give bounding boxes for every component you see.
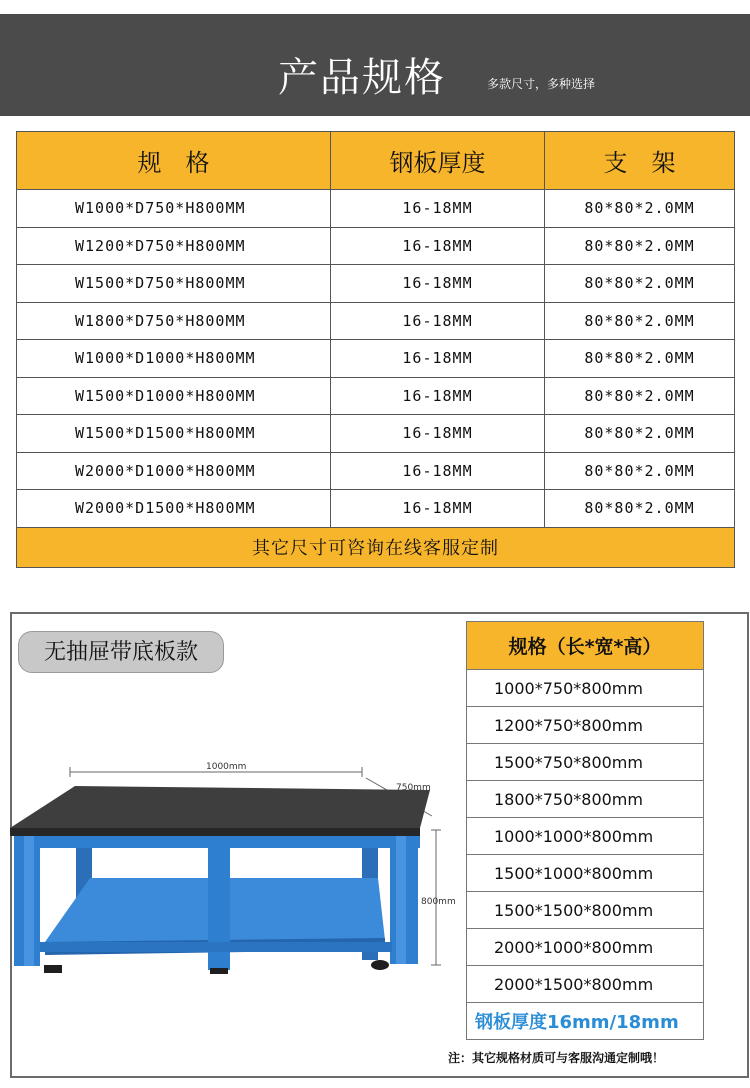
spec-header-frame: 支 架 <box>545 132 735 190</box>
spec-size-cell: W1500*D1000*H800MM <box>17 377 331 415</box>
spec-size-cell: W1500*D750*H800MM <box>17 265 331 303</box>
table-row <box>17 227 735 265</box>
foot <box>44 965 62 973</box>
list-item <box>467 892 704 929</box>
size-cell: 2000*1000*800mm <box>467 929 704 966</box>
list-item <box>467 929 704 966</box>
spec-size-cell: W1500*D1500*H800MM <box>17 415 331 453</box>
spec-thickness-cell: 16-18MM <box>331 340 545 378</box>
size-cell: 1500*1000*800mm <box>467 855 704 892</box>
tabletop-surface <box>10 786 430 828</box>
depth-label: 750mm <box>396 783 431 793</box>
custom-size-note: 其它尺寸可咨询在线客服定制 <box>17 527 735 567</box>
spec-thickness-cell: 16-18MM <box>331 190 545 228</box>
front-apron <box>14 836 420 848</box>
width-label: 1000mm <box>206 762 247 772</box>
table-row <box>17 415 735 453</box>
spec-thickness-cell: 16-18MM <box>331 302 545 340</box>
height-dimension <box>421 830 456 965</box>
tabletop-edge <box>10 828 420 836</box>
thickness-row <box>467 1003 704 1040</box>
spec-frame-cell: 80*80*2.0MM <box>545 452 735 490</box>
spec-size-cell: W1800*D750*H800MM <box>17 302 331 340</box>
spec-table <box>16 131 735 568</box>
table-row <box>17 302 735 340</box>
size-cell: 1000*750*800mm <box>467 670 704 707</box>
list-item <box>467 966 704 1003</box>
spec-size-cell: W2000*D1500*H800MM <box>17 490 331 528</box>
table-row <box>17 452 735 490</box>
spec-thickness-cell: 16-18MM <box>331 265 545 303</box>
spec-frame-cell: 80*80*2.0MM <box>545 415 735 453</box>
thickness-cell: 钢板厚度16mm/18mm <box>467 1003 704 1040</box>
table-row <box>17 490 735 528</box>
spec-frame-cell: 80*80*2.0MM <box>545 490 735 528</box>
spec-frame-cell: 80*80*2.0MM <box>545 340 735 378</box>
list-item <box>467 781 704 818</box>
size-cell: 1000*1000*800mm <box>467 818 704 855</box>
foot <box>210 968 228 974</box>
lower-rail <box>40 942 392 952</box>
size-cell: 1200*750*800mm <box>467 707 704 744</box>
header-band <box>0 14 750 116</box>
spec-frame-cell: 80*80*2.0MM <box>545 377 735 415</box>
spec-frame-cell: 80*80*2.0MM <box>545 190 735 228</box>
spec-thickness-cell: 16-18MM <box>331 377 545 415</box>
page-subtitle: 多款尺寸，多种选择 <box>487 77 596 91</box>
spec-size-cell: W2000*D1000*H800MM <box>17 452 331 490</box>
spec-thickness-cell: 16-18MM <box>331 227 545 265</box>
spec-table-footer-row <box>17 527 735 567</box>
table-row <box>17 265 735 303</box>
size-table <box>466 621 704 1040</box>
page-title: 产品规格 <box>278 55 446 101</box>
height-label: 800mm <box>421 897 456 907</box>
spec-frame-cell: 80*80*2.0MM <box>545 302 735 340</box>
spec-thickness-cell: 16-18MM <box>331 415 545 453</box>
spec-header-thickness: 钢板厚度 <box>331 132 545 190</box>
table-row <box>17 190 735 228</box>
spec-thickness-cell: 16-18MM <box>331 452 545 490</box>
size-cell: 1500*750*800mm <box>467 744 704 781</box>
spec-header-size: 规 格 <box>17 132 331 190</box>
table-row <box>17 340 735 378</box>
spec-size-cell: W1200*D750*H800MM <box>17 227 331 265</box>
spec-table-header-row <box>17 132 735 190</box>
list-item <box>467 855 704 892</box>
foot <box>371 960 389 970</box>
spec-size-cell: W1000*D750*H800MM <box>17 190 331 228</box>
list-item <box>467 744 704 781</box>
size-cell: 1800*750*800mm <box>467 781 704 818</box>
spec-frame-cell: 80*80*2.0MM <box>545 265 735 303</box>
list-item <box>467 707 704 744</box>
spec-frame-cell: 80*80*2.0MM <box>545 227 735 265</box>
width-dimension <box>70 762 362 777</box>
table-row <box>17 377 735 415</box>
product-type-badge: 无抽屉带底板款 <box>18 631 224 673</box>
list-item <box>467 818 704 855</box>
list-item <box>467 670 704 707</box>
size-table-header: 规格（长*宽*高） <box>467 622 704 670</box>
size-cell: 1500*1500*800mm <box>467 892 704 929</box>
footer-note: 注：其它规格材质可与客服沟通定制哦！ <box>448 1051 665 1065</box>
spec-size-cell: W1000*D1000*H800MM <box>17 340 331 378</box>
workbench-illustration <box>0 750 465 985</box>
spec-thickness-cell: 16-18MM <box>331 490 545 528</box>
size-cell: 2000*1500*800mm <box>467 966 704 1003</box>
